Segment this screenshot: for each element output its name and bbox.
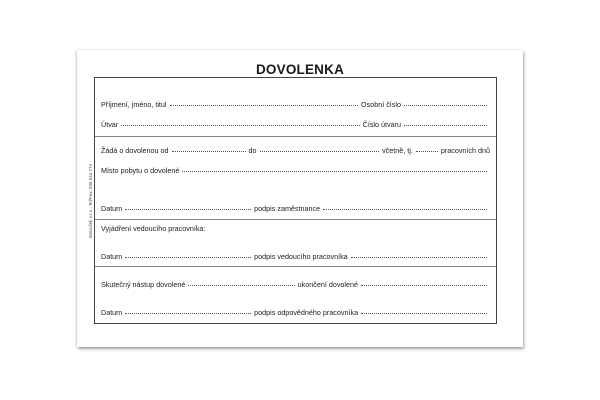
date-label: Datum [101,308,123,317]
manager-sign-label: podpis vedoucího pracovníka [254,252,348,261]
responsible-sign-field[interactable] [361,313,487,314]
responsible-sign-row [101,308,490,317]
from-date-field[interactable] [172,151,246,152]
unit-no-label: Číslo útvaru [362,120,401,129]
actual-start-row [101,280,490,289]
employee-sign-label: podpis zaměstnance [254,204,321,213]
employee-sign-row [101,204,490,213]
unit-field[interactable] [121,125,359,126]
surname-row [101,100,490,109]
date-field[interactable] [125,209,251,210]
date-label: Datum [101,252,123,261]
requests-from-label: Žádá o dovolenou od [101,146,169,155]
to-date-field[interactable] [260,151,380,152]
place-field[interactable] [182,171,487,172]
actual-start-label: Skutečný nástup dovolené [101,280,186,289]
to-label: do [248,146,257,155]
publisher-side-text: Baloušek s.r.o., Tel/Fax: 596 644 774 [88,164,93,238]
form-box [94,77,497,324]
responsible-sign-label: podpis odpovědného pracovníka [254,308,359,317]
manager-sign-field[interactable] [351,257,487,258]
unit-label: Útvar [101,120,119,129]
surname-label: Příjmení, jméno, titul [101,100,167,109]
date-field[interactable] [125,257,251,258]
manager-sign-row [101,252,490,261]
unit-no-field[interactable] [404,125,487,126]
personal-no-field[interactable] [404,105,487,106]
divider [95,266,496,267]
unit-row [101,120,490,129]
end-field[interactable] [361,285,487,286]
place-row [101,166,490,175]
end-label: ukončení dovolené [297,280,358,289]
inclusive-label: včetně, tj. [382,146,413,155]
workdays-label: pracovních dnů [440,146,490,155]
date-label: Datum [101,204,123,213]
divider [95,136,496,137]
date-field[interactable] [125,313,251,314]
place-label: Místo pobytu o dovolené [101,166,180,175]
request-row [101,146,490,155]
workdays-count-field[interactable] [416,151,438,152]
statement-label: Vyjádření vedoucího pracovníka: [101,224,206,233]
form-title: DOVOLENKA [255,62,345,77]
divider [95,219,496,220]
personal-no-label: Osobní číslo [361,100,401,109]
surname-field[interactable] [170,105,359,106]
employee-sign-field[interactable] [323,209,487,210]
actual-start-field[interactable] [188,285,294,286]
statement-row [101,224,490,233]
